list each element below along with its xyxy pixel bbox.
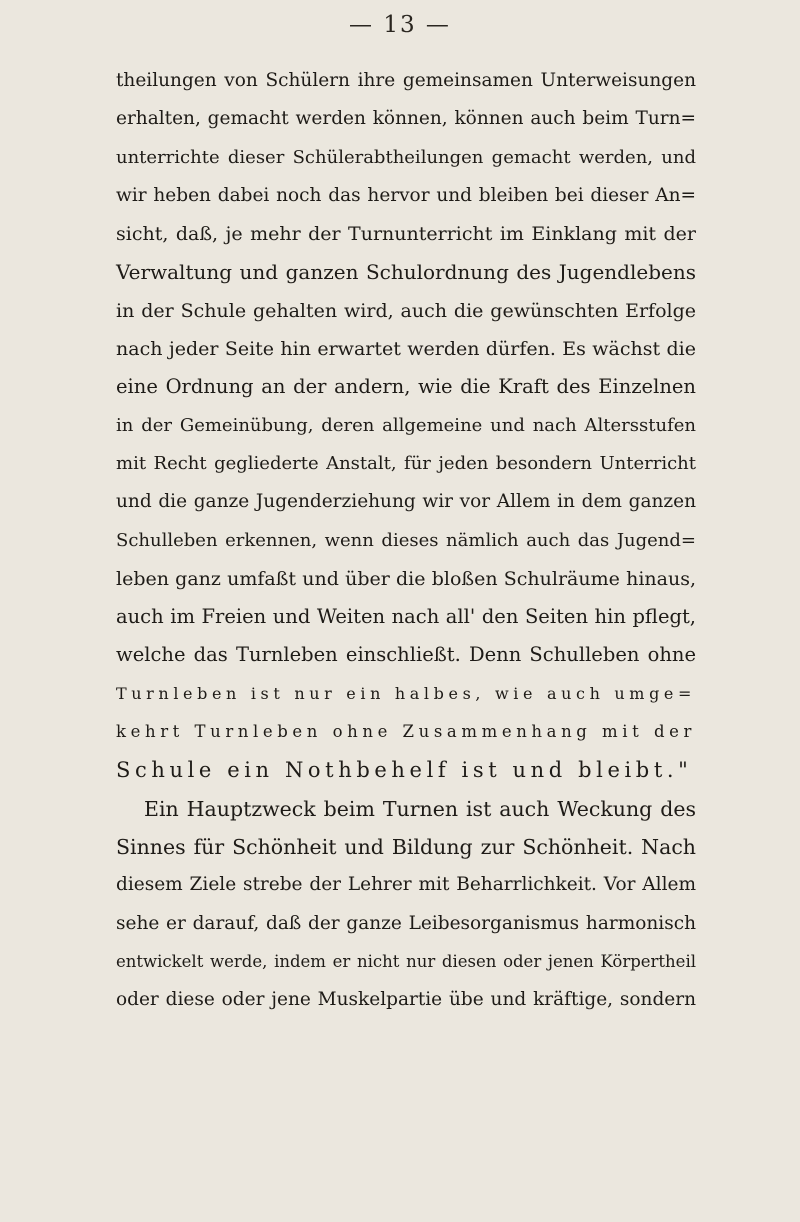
text-line: unterrichte dieser Schülerabtheilungen gemacht werden, und — [116, 146, 696, 168]
text-line: eine Ordnung an der andern, wie die Kraft des Einzelnen — [116, 375, 696, 399]
text-line: diesem Ziele strebe der Lehrer mit Beharrlichkeit. Vor Allem — [116, 874, 696, 896]
text-line: sicht, daß, je mehr der Turnunterricht im Einklang mit der — [116, 223, 696, 246]
text-line: oder diese oder jene Muskelpartie übe und kräftige, sondern — [116, 989, 696, 1011]
paragraph-start-line: Ein Hauptzweck beim Turnen ist auch Weckung des — [144, 796, 696, 821]
text-line: erhalten, gemacht werden können, können auch beim Turn= — [116, 108, 696, 130]
text-line-spaced: kehrt Turnleben ohne Zusammenhang mit der — [116, 722, 696, 742]
text-line: entwickelt werde, indem er nicht nur diesen oder jenen Körpertheil — [116, 951, 696, 971]
text-line: leben ganz umfaßt und über die bloßen Schulräume hinaus, — [116, 567, 696, 590]
text-line: in der Gemeinübung, deren allgemeine und nach Altersstufen — [116, 414, 696, 436]
text-line: nach jeder Seite hin erwartet werden dürfen. Es wächst die — [116, 338, 696, 361]
page-number: — 13 — — [349, 12, 451, 38]
text-line: sehe er darauf, daß der ganze Leibesorganismus harmonisch — [116, 912, 696, 934]
text-line: mit Recht gegliederte Anstalt, für jeden besondern Unterricht — [116, 452, 696, 474]
text-line: Verwaltung und ganzen Schulordnung des Jugendlebens — [116, 260, 696, 285]
text-line: wir heben dabei noch das hervor und bleiben bei dieser An= — [116, 184, 696, 206]
text-line: in der Schule gehalten wird, auch die gewünschten Erfolge — [116, 299, 696, 322]
text-line-spaced: Schule ein Nothbehelf ist und bleibt." — [116, 758, 693, 783]
text-line: theilungen von Schülern ihre gemeinsamen Unterweisungen — [116, 70, 696, 91]
text-line: Sinnes für Schönheit und Bildung zur Schönheit. Nach — [116, 834, 696, 859]
text-line: und die ganze Jugenderziehung wir vor Allem in dem ganzen — [116, 491, 696, 513]
text-line: auch im Freien und Weiten nach all' den Seiten hin pflegt, — [116, 605, 696, 629]
body-text — [116, 62, 696, 1019]
text-line: welche das Turnleben einschließt. Denn Schulleben ohne — [116, 643, 696, 667]
text-line: Schulleben erkennen, wenn dieses nämlich auch das Jugend= — [116, 529, 696, 551]
text-line-spaced: Turnleben ist nur ein halbes, wie auch umge= — [116, 683, 696, 703]
